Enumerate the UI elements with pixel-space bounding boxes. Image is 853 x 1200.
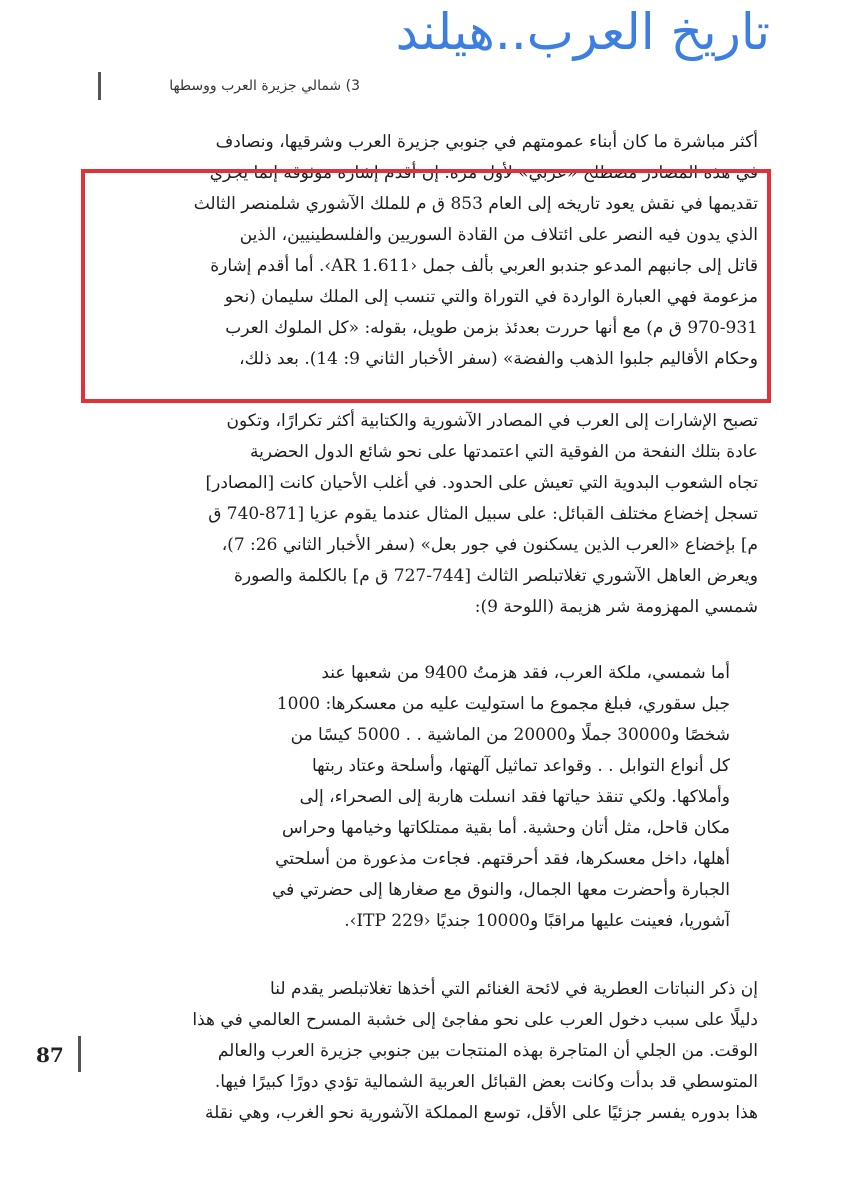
- text-line: تسجل إخضاع مختلف القبائل: على سبيل المثال عندما يقوم عزيا [871-740 ق: [208, 504, 758, 524]
- quote-line: أما شمسي، ملكة العرب، فقد هزمتُ 9400 من شعبها عند: [321, 663, 730, 683]
- page-number: 87: [36, 1043, 64, 1067]
- text-line: في هذه المصادر مصطلح «عربي» لأول مرة. إن أقدم إشارة موثوقة إنما يجري: [209, 163, 758, 183]
- running-head-divider: [98, 72, 101, 100]
- text-line: وحكام الأقاليم جلبوا الذهب والفضة» (سفر الأخبار الثاني 9: 14). بعد ذلك،: [239, 349, 758, 369]
- text-line: عادة بتلك النفحة من الفوقية التي اعتمدتها على نحو شائع الدول الحضرية: [249, 442, 758, 462]
- text-line: إن ذكر النباتات العطرية في لائحة الغنائم التي أخذها تغلاتبلصر يقدم لنا: [270, 979, 758, 999]
- text-line: تجاه الشعوب البدوية التي تعيش على الحدود. في أغلب الأحيان كانت [المصادر]: [205, 473, 758, 493]
- text-line: أكثر مباشرة ما كان أبناء عمومتهم في جنوبي جزيرة العرب وشرقيها، ونصادف: [215, 132, 758, 152]
- paragraph-2: [100, 406, 758, 623]
- text-line: تصبح الإشارات إلى العرب في المصادر الآشورية والكتابية أكثر تكرارًا، وتكون: [226, 411, 758, 431]
- text-line: شمسي المهزومة شر هزيمة (اللوحة 9):: [474, 597, 758, 617]
- quote-line: كل أنواع التوابل . . وقواعد تماثيل آلهتها، وأسلحة وعتاد ربتها: [311, 756, 730, 776]
- overlay-title: تاريخ العرب..هيلند: [395, 3, 770, 61]
- text-line: 970-931 ق م) مع أنها حررت بعدئذ بزمن طويل، بقوله: «كل الملوك العرب: [225, 318, 758, 338]
- text-line: المتوسطي قد بدأت وكانت بعض القبائل العربية الشمالية تؤدي دورًا كبيرًا فيها.: [214, 1072, 758, 1092]
- block-quote: [158, 658, 730, 937]
- text-line: مزعومة فهي العبارة الواردة في التوراة والتي تنسب إلى الملك سليمان (نحو: [224, 287, 758, 307]
- page-number-divider: [78, 1036, 81, 1072]
- text-line: هذا بدوره يفسر جزئيًا على الأقل، توسع المملكة الآشورية نحو الغرب، وهي نقلة: [205, 1103, 758, 1123]
- paragraph-1: [100, 127, 758, 375]
- text-line: قاتل إلى جانبهم المدعو جندبو العربي بألف جمل ‹AR 1.611›. أما أقدم إشارة: [210, 256, 758, 276]
- quote-line: شخصًا و30000 جملًا و20000 من الماشية . . 5000 كيسًا من: [290, 725, 730, 745]
- quote-line: جبل سقوري، فبلغ مجموع ما استوليت عليه من معسكرها: 1000: [276, 694, 730, 714]
- quote-line: وأملاكها. ولكي تنقذ حياتها فقد انسلت هاربة إلى الصحراء، إلى: [299, 787, 730, 807]
- quote-line: آشوريا، فعينت عليها مراقبًا و10000 جنديًا ‹ITP 229›.: [344, 911, 730, 931]
- quote-line: أهلها، داخل معسكرها، فقد أحرقتهم. فجاءت مذعورة من أسلحتي: [275, 849, 730, 869]
- text-line: الوقت. من الجلي أن المتاجرة بهذه المنتجات بين جنوبي جزيرة العرب والعالم: [217, 1041, 758, 1061]
- text-line: م] بإخضاع «العرب الذين يسكنون في جور بعل» (سفر الأخبار الثاني 26: 7)،: [221, 535, 758, 555]
- quote-line: مكان قاحل، مثل أتان وحشية. أما بقية ممتلكاتها وخيامها وحراس: [281, 818, 730, 838]
- running-head: 3) شمالي جزيرة العرب ووسطها: [169, 78, 360, 94]
- paragraph-3: [100, 974, 758, 1129]
- quote-line: الجبارة وأحضرت معها الجمال، والنوق مع صغارها إلى حضرتي في: [272, 880, 730, 900]
- text-line: ويعرض العاهل الآشوري تغلاتبلصر الثالث [744-727 ق م] بالكلمة والصورة: [233, 566, 758, 586]
- text-line: الذي يدون فيه النصر على ائتلاف من القادة السوريين والفلسطينيين، الذين: [239, 225, 758, 245]
- text-line: تقديمها في نقش يعود تاريخه إلى العام 853 ق م للملك الآشوري شلمنصر الثالث: [193, 194, 758, 214]
- text-line: دليلًا على سبب دخول العرب على نحو مفاجئ إلى خشبة المسرح العالمي في هذا: [192, 1010, 758, 1030]
